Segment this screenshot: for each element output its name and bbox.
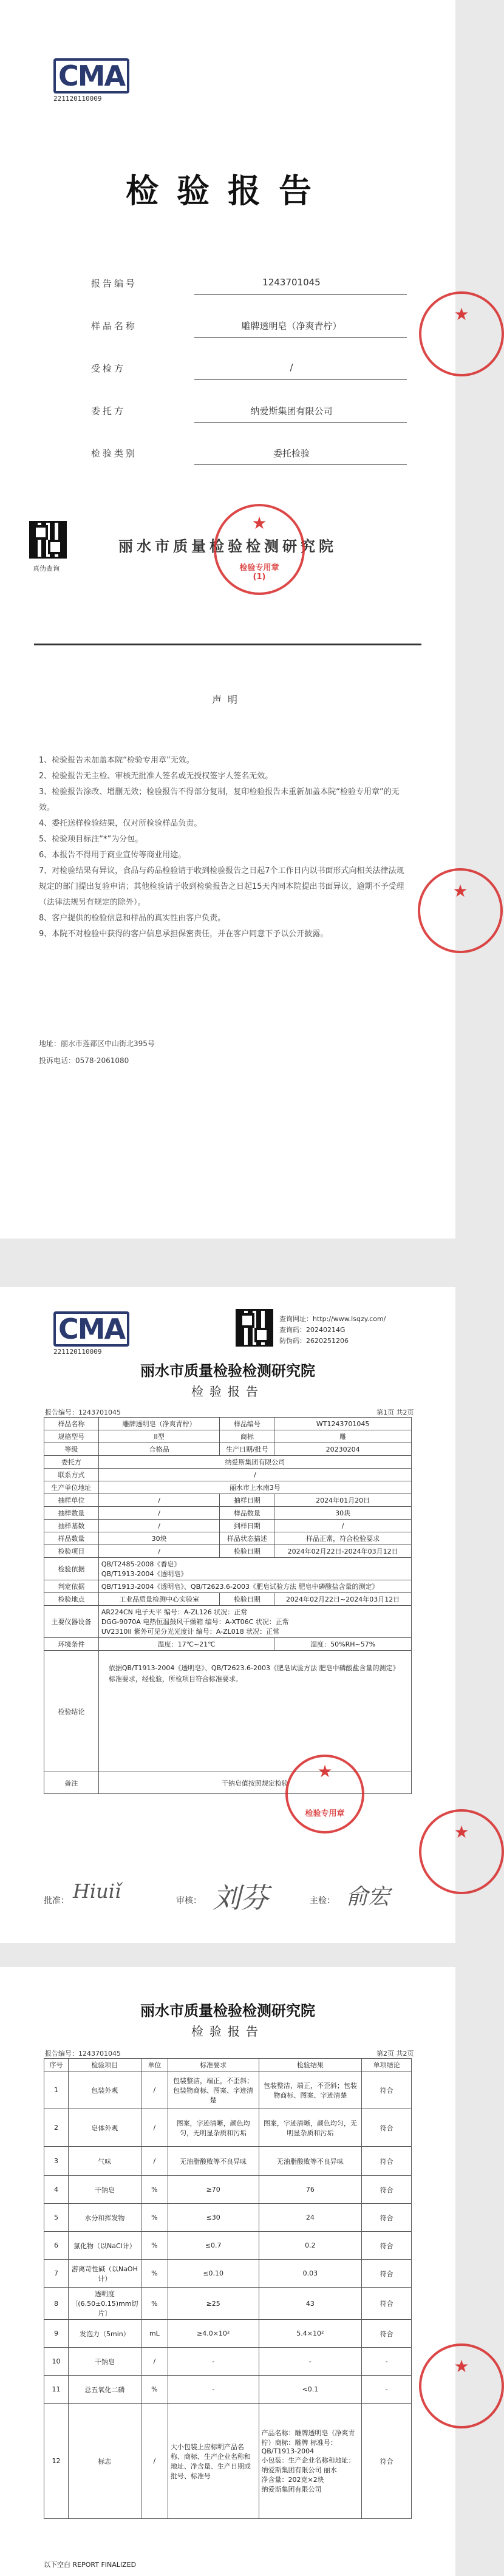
declaration-item: 7、对检验结果有异议，食品与药品检验请于收到检验报告之日起7个工作日内以书面形式向相关法律法规规定的部门提出复验申请；其他检验请于收到检验报告之日起15天内同本院提出书面异议，逾期不予受理（法律法规另有规定的除外）。 [39, 866, 404, 907]
table-cell: 水分和挥发物 [68, 2204, 141, 2232]
field-inspected-party [91, 358, 407, 380]
table-cell: 样品正常，符合检验要求 [274, 1532, 412, 1545]
declaration-item: 8、客户提供的检验信息和样品的真实性由客户负责。 [39, 914, 226, 923]
table-cell: - [168, 2348, 259, 2376]
cma-logo [53, 58, 126, 103]
table-cell: 气味 [68, 2147, 141, 2176]
field-label: 受检方 [91, 363, 126, 374]
table-cell: 总五氧化二磷 [68, 2376, 141, 2404]
cma-icon: CMA [53, 58, 129, 93]
table-cell: 抽样基数 [44, 1520, 99, 1532]
seal-stamp: ★ [418, 868, 503, 953]
table-row [44, 1430, 412, 1443]
table-cell: 等级 [44, 1443, 99, 1456]
table-cell: 备注 [44, 1772, 99, 1794]
table-row [44, 1558, 412, 1580]
table-cell: 30块 [274, 1507, 412, 1520]
table-cell: 合格品 [98, 1443, 220, 1456]
table-cell: ≥70 [168, 2176, 259, 2204]
table-cell: 6 [44, 2232, 69, 2260]
table-cell: ≤30 [168, 2204, 259, 2232]
table-cell: 纳爱斯集团有限公司 [98, 1456, 411, 1469]
table-row [44, 2288, 412, 2320]
table-cell: 序号 [44, 2059, 69, 2071]
table-cell: 3 [44, 2147, 69, 2176]
table-cell: 1 [44, 2071, 69, 2109]
table-cell: 样品名称 [44, 1418, 99, 1430]
table-cell: / [141, 2348, 168, 2376]
table-cell: 工业品质量检测中心实验室 [98, 1593, 220, 1606]
cma-number: 221120110009 [53, 1348, 102, 1356]
table-cell: 游离苛性碱（以NaOH计） [68, 2260, 141, 2288]
declaration-item: 4、委托送样检验结果，仅对所检验样品负责。 [39, 819, 202, 828]
declaration-item: 5、检验项目标注“*”为分包。 [39, 835, 143, 844]
main-inspector-label: 主检： [310, 1896, 335, 1906]
table-cell: 24 [259, 2204, 362, 2232]
page-info: 第1页 共2页 [376, 1409, 414, 1416]
review-signature: 刘芬 [213, 1881, 268, 1914]
table-row [44, 2204, 412, 2232]
table-cell: mL [141, 2320, 168, 2348]
field-label: 检验类别 [91, 448, 138, 459]
inspection-seal: ★ 检验专用章 (1) [214, 504, 305, 595]
table-cell: ≥25 [168, 2288, 259, 2320]
divider [34, 644, 421, 645]
table-row [44, 1593, 412, 1606]
table-cell: 符合 [362, 2288, 412, 2320]
cover-page [0, 0, 469, 1239]
table-cell: ≥4.0×10² [168, 2320, 259, 2348]
table-cell: 包装外观 [68, 2071, 141, 2109]
table-cell: / [98, 1520, 220, 1532]
table-cell: % [141, 2204, 168, 2232]
table-header-row [44, 2059, 412, 2071]
table-cell: 产品名称：雕牌透明皂（净爽青柠）商标：雕牌 标准号：QB/T1913-2004 小包装：生产企业名称和地址：纳爱斯集团有限公司 丽水 净含量：202克×2块 纳爱斯集团有限公司 [259, 2404, 362, 2519]
declaration-item: 2、检验报告无主检、审核无批准人签名或无授权签字人签名无效。 [39, 772, 273, 781]
table-cell: % [141, 2260, 168, 2288]
table-cell: 图案，字迹清晰，颜色均匀，无明显杂质和污垢 [168, 2109, 259, 2147]
field-value: 纳爱斯集团有限公司 [250, 406, 333, 416]
table-row [44, 1494, 412, 1507]
qr-caption: 真伪查询 [33, 565, 60, 573]
table-row [44, 1580, 412, 1593]
report-no: 报告编号：1243701045 [45, 1409, 121, 1416]
results-table [44, 2058, 412, 2519]
field-value: 委托检验 [273, 448, 310, 459]
approve-signature: Hiuiǐ [73, 1880, 121, 1903]
table-cell: 符合 [362, 2232, 412, 2260]
report-subtitle: 检验报告 [191, 2024, 264, 2039]
table-cell: 抽样日期 [220, 1494, 274, 1507]
seal-stamp: ★ [419, 2343, 504, 2428]
table-cell: 包装整洁，端正，不歪斜；包装物商标、图案、字迹清楚 [259, 2071, 362, 2109]
table-cell: 联系方式 [44, 1469, 99, 1481]
table-row [44, 1520, 412, 1532]
table-cell: QB/T1913-2004《透明皂》、QB/T2623.6-2003《肥皂试验方法 肥皂中磷酸盐含量的测定》 [98, 1580, 411, 1593]
table-cell: 氯化物（以NaCl计） [68, 2232, 141, 2260]
table-cell: 主要仪器设备 [44, 1606, 99, 1638]
query-code: 查询码：20240214G [279, 1326, 346, 1334]
table-cell: 生产单位地址 [44, 1481, 99, 1494]
table-row [44, 2404, 412, 2519]
cma-number: 221120110009 [53, 95, 102, 103]
table-cell: 检验地点 [44, 1593, 99, 1606]
table-cell: 无油脂酸败等不良异味 [168, 2147, 259, 2176]
table-cell: 依据QB/T1913-2004《透明皂》、QB/T2623.6-2003《肥皂试验方法 肥皂中磷酸盐含量的测定》标准要求，经检验，所检项目符合标准要求。 [98, 1651, 411, 1772]
page-info: 第2页 共2页 [376, 2050, 414, 2058]
field-sample-name [91, 316, 407, 338]
cma-icon: CMA [53, 1311, 129, 1347]
table-cell: 温度：17℃~21℃ [98, 1638, 274, 1651]
table-cell: 4 [44, 2176, 69, 2204]
table-cell: 雕牌透明皂（净爽青柠） [98, 1418, 220, 1430]
table-row [44, 1545, 412, 1558]
table-cell: 符合 [362, 2404, 412, 2519]
table-cell: 0.2 [259, 2232, 362, 2260]
table-cell: 透明度〔(6.50±0.15)mm切片〕 [68, 2288, 141, 2320]
table-row [44, 1532, 412, 1545]
table-cell: 干钠皂 [68, 2176, 141, 2204]
table-cell: 检验日期 [220, 1593, 274, 1606]
table-cell: AR224CN 电子天平 编号：A-ZL126 状况：正常 DGG-9070A 电热恒温鼓风干燥箱 编号：A-XT06C 状况：正常 UV2310II 紫外可见分光光度计 编号：A-ZL018 状况：正常 [98, 1606, 411, 1638]
table-cell: ≤0.7 [168, 2232, 259, 2260]
table-cell: / [141, 2404, 168, 2519]
report-end-marker: 以下空白 REPORT FINALIZED [44, 2561, 137, 2569]
table-cell: 符合 [362, 2071, 412, 2109]
table-cell: - [168, 2376, 259, 2404]
table-cell: 大小包装上应标明产品名称、商标、生产企业名称和地址、净含量、生产日期或批号、标准号 [168, 2404, 259, 2519]
seal-text: 检验专用章 [239, 563, 279, 573]
table-cell: 商标 [220, 1430, 274, 1443]
institute-name: 丽水市质量检验检测研究院 [140, 2002, 315, 2019]
table-row [44, 2348, 412, 2376]
table-cell: 单项结论 [362, 2059, 412, 2071]
field-value: / [290, 362, 293, 373]
table-cell: 20230204 [274, 1443, 412, 1456]
table-cell: 样品数量 [220, 1507, 274, 1520]
cma-logo [53, 1311, 126, 1356]
table-cell: 湿度：50%RH~57% [274, 1638, 412, 1651]
table-row [44, 2176, 412, 2204]
declaration-item: 3、检验报告涂改、增删无效；检验报告不得部分复制，复印检验报告未重新加盖本院“检验专用章”的无效。 [39, 787, 400, 812]
table-cell: 检验依据 [44, 1558, 99, 1580]
table-cell: 图案，字迹清晰，颜色均匀，无明显杂质和污垢 [259, 2109, 362, 2147]
main-inspector-signature: 俞宏 [346, 1884, 390, 1909]
table-cell: 包装整洁，端正，不歪斜；包装物商标、图案、字迹清楚 [168, 2071, 259, 2109]
table-cell: ≤0.10 [168, 2260, 259, 2288]
table-cell: 符合 [362, 2147, 412, 2176]
query-url[interactable]: 查询网址：http://www.lsqzy.com/ [279, 1315, 386, 1323]
institute-name: 丽水市质量检验检测研究院 [118, 537, 337, 555]
table-cell: 样品状态描述 [220, 1532, 274, 1545]
table-cell: % [141, 2288, 168, 2320]
table-cell: 委托方 [44, 1456, 99, 1469]
table-cell: / [274, 1520, 412, 1532]
address: 地址：丽水市莲都区中山街北395号 [39, 1039, 155, 1048]
table-cell: 标志 [68, 2404, 141, 2519]
field-label: 样品名称 [91, 321, 138, 331]
institute-name: 丽水市质量检验检测研究院 [140, 1362, 315, 1379]
table-row [44, 1456, 412, 1469]
table-cell: 检验日期 [220, 1545, 274, 1558]
table-row [44, 2147, 412, 2176]
table-cell: 丽水市上水南3号 [98, 1481, 411, 1494]
report-no: 报告编号：1243701045 [45, 2050, 121, 2058]
table-cell: - [259, 2348, 362, 2376]
table-row [44, 1469, 412, 1481]
table-cell: / [98, 1469, 411, 1481]
table-cell: 无油脂酸败等不良异味 [259, 2147, 362, 2176]
anti-counterfeit-code: 防伪码：2620251206 [279, 1337, 349, 1345]
table-cell: <0.1 [259, 2376, 362, 2404]
table-cell: / [98, 1507, 220, 1520]
table-row [44, 1443, 412, 1456]
field-label: 委托方 [91, 406, 126, 416]
inspection-seal: ★ 检验专用章 [285, 1755, 364, 1833]
table-row [44, 2320, 412, 2348]
table-cell: 符合 [362, 2204, 412, 2232]
table-cell: 30块 [98, 1532, 220, 1545]
table-row [44, 2109, 412, 2147]
table-cell: 76 [259, 2176, 362, 2204]
table-cell: / [141, 2071, 168, 2109]
table-cell: 雕 [274, 1430, 412, 1443]
complaint-phone: 投诉电话：0578-2061080 [39, 1056, 129, 1065]
table-cell: 2 [44, 2109, 69, 2147]
report-page-1 [0, 1287, 469, 1943]
table-cell: WT1243701045 [274, 1418, 412, 1430]
table-cell: 环境条件 [44, 1638, 99, 1651]
table-row [44, 2260, 412, 2288]
report-title: 检验报告 [126, 171, 330, 210]
table-cell: / [98, 1545, 220, 1558]
table-cell: 8 [44, 2288, 69, 2320]
table-cell: 发泡力（5min） [68, 2320, 141, 2348]
table-cell: 43 [259, 2288, 362, 2320]
table-cell: % [141, 2376, 168, 2404]
table-cell: 抽样数量 [44, 1507, 99, 1520]
table-cell: 符合 [362, 2176, 412, 2204]
table-cell: 生产日期/批号 [220, 1443, 274, 1456]
report-info-table [44, 1417, 412, 1794]
declaration-list [39, 753, 409, 942]
table-cell: 0.03 [259, 2260, 362, 2288]
table-cell: 11 [44, 2376, 69, 2404]
table-cell: II型 [98, 1430, 220, 1443]
table-row [44, 2232, 412, 2260]
table-cell: / [98, 1494, 220, 1507]
seal-stamp: ★ [419, 1809, 504, 1894]
qr-code-icon[interactable] [236, 1309, 273, 1347]
field-label: 报告编号 [91, 278, 138, 289]
table-row [44, 1418, 412, 1430]
table-row [44, 1651, 412, 1772]
table-cell: 2024年01月20日 [274, 1494, 412, 1507]
table-cell: 2024年02月22日-2024年03月12日 [274, 1545, 412, 1558]
report-subtitle: 检验报告 [191, 1384, 264, 1399]
table-row [44, 1481, 412, 1494]
table-row [44, 1638, 412, 1651]
table-cell: 抽样单位 [44, 1494, 99, 1507]
field-value: 1243701045 [262, 277, 321, 288]
table-cell: 符合 [362, 2109, 412, 2147]
table-cell: 2024年02月22日~2024年03月12日 [274, 1593, 412, 1606]
table-cell: 9 [44, 2320, 69, 2348]
table-cell: 到样日期 [220, 1520, 274, 1532]
table-cell: 检验项目 [68, 2059, 141, 2071]
table-row [44, 1507, 412, 1520]
table-row [44, 2071, 412, 2109]
table-cell: % [141, 2232, 168, 2260]
table-cell: 标准要求 [168, 2059, 259, 2071]
field-value: 雕牌透明皂（净爽青柠） [241, 321, 342, 331]
table-cell: - [362, 2376, 412, 2404]
declaration-item: 6、本报告不得用于商业宣传等商业用途。 [39, 851, 186, 860]
table-cell: 检验结果 [259, 2059, 362, 2071]
table-row [44, 1606, 412, 1638]
table-cell: 样品编号 [220, 1418, 274, 1430]
table-cell: / [141, 2109, 168, 2147]
table-cell: 样品数量 [44, 1532, 99, 1545]
table-cell: 10 [44, 2348, 69, 2376]
table-cell: 判定依据 [44, 1580, 99, 1593]
table-cell: % [141, 2176, 168, 2204]
table-cell: 规格型号 [44, 1430, 99, 1443]
seal-number: (1) [253, 573, 266, 582]
field-report-no [91, 273, 407, 295]
table-cell: 干钠皂值按照规定检验 [98, 1772, 411, 1794]
table-cell: - [362, 2348, 412, 2376]
table-cell: 检验项目 [44, 1545, 99, 1558]
field-category [91, 443, 407, 465]
table-cell: 符合 [362, 2320, 412, 2348]
table-cell: 5 [44, 2204, 69, 2232]
table-cell: 12 [44, 2404, 69, 2519]
table-cell: 5.4×10² [259, 2320, 362, 2348]
table-cell: 单位 [141, 2059, 168, 2071]
table-cell: 7 [44, 2260, 69, 2288]
table-cell: / [141, 2147, 168, 2176]
report-page-2 [0, 1967, 469, 2576]
field-client [91, 401, 407, 423]
table-cell: 干钠皂 [68, 2348, 141, 2376]
table-cell: QB/T2485-2008《香皂》 QB/T1913-2004《透明皂》 [98, 1558, 411, 1580]
table-cell: 符合 [362, 2260, 412, 2288]
table-cell: 皂体外观 [68, 2109, 141, 2147]
review-label: 审核： [176, 1896, 202, 1906]
seal-stamp: ★ [419, 291, 504, 376]
table-cell: 检验结论 [44, 1651, 99, 1772]
approve-label: 批准： [44, 1896, 69, 1906]
declaration-title: 声明 [211, 694, 243, 705]
declaration-item: 9、本院不对检验中获得的客户信息承担保密责任，并在客户同意下予以公开披露。 [39, 929, 329, 939]
table-row [44, 2376, 412, 2404]
declaration-item: 1、检验报告未加盖本院“检验专用章”无效。 [39, 756, 194, 765]
